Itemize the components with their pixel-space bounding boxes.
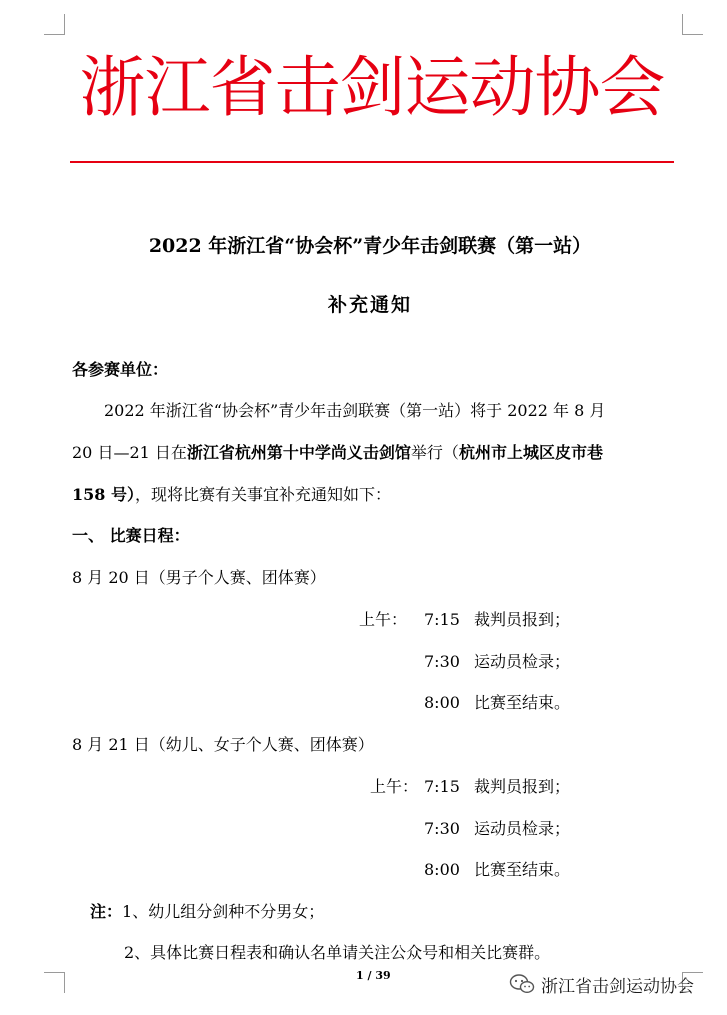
intro-line-2: 20 日—21 日在浙江省杭州第十中学尚义击剑馆举行（杭州市上城区皮市巷 (72, 443, 603, 462)
document-subtitle: 补充通知 (327, 294, 412, 316)
document-title: 2022 年浙江省“协会杯”青少年击剑联赛（第一站） (148, 235, 592, 257)
corner-mark-top-left (44, 14, 65, 35)
day1-item-text: 比赛至结束。 (474, 693, 571, 712)
day2-period: 上午： (370, 777, 419, 796)
day1-item-text: 裁判员报到； (474, 610, 571, 629)
day1-item-time: 7:30 (424, 652, 460, 671)
watermark-text: 浙江省击剑运动协会 (541, 976, 694, 997)
day2-header: 8 月 21 日（幼儿、女子个人赛、团体赛） (72, 735, 374, 754)
day2-item-time: 7:30 (424, 819, 460, 838)
note-1: 注：1、幼儿组分剑种不分男女； (90, 902, 325, 921)
watermark (509, 969, 694, 999)
day2-item-text: 裁判员报到； (474, 777, 571, 796)
day1-item-time: 7:15 (424, 610, 460, 629)
day1-period: 上午： (359, 610, 408, 629)
day1-header: 8 月 20 日（男子个人赛、团体赛） (72, 568, 326, 587)
intro-line-3: 158 号），现将比赛有关事宜补充通知如下： (72, 485, 391, 504)
page-number: 1 / 39 (356, 969, 391, 982)
corner-mark-bottom-left (44, 972, 65, 993)
note-2: 2、具体比赛日程表和确认名单请关注公众号和相关比赛群。 (124, 943, 551, 962)
day2-item-text: 比赛至结束。 (474, 860, 571, 879)
day1-item-text: 运动员检录； (474, 652, 571, 671)
intro-line-1: 2022 年浙江省“协会杯”青少年击剑联赛（第一站）将于 2022 年 8 月 (104, 401, 606, 420)
note-label: 注： (90, 902, 123, 921)
section-heading-schedule: 一、 比赛日程： (72, 526, 190, 545)
day2-item-time: 8:00 (424, 860, 460, 879)
salutation: 各参赛单位： (72, 360, 169, 379)
day1-item-time: 8:00 (424, 693, 460, 712)
venue-address: 杭州市上城区皮市巷 (458, 443, 603, 462)
wechat-icon (509, 973, 535, 995)
corner-mark-top-right (682, 14, 703, 35)
venue: 浙江省杭州第十中学尚义击剑馆 (186, 443, 411, 462)
day2-item-text: 运动员检录； (474, 819, 571, 838)
masthead: 浙江省击剑运动协会 (79, 49, 665, 126)
masthead-rule (70, 161, 674, 163)
day2-item-time: 7:15 (424, 777, 460, 796)
